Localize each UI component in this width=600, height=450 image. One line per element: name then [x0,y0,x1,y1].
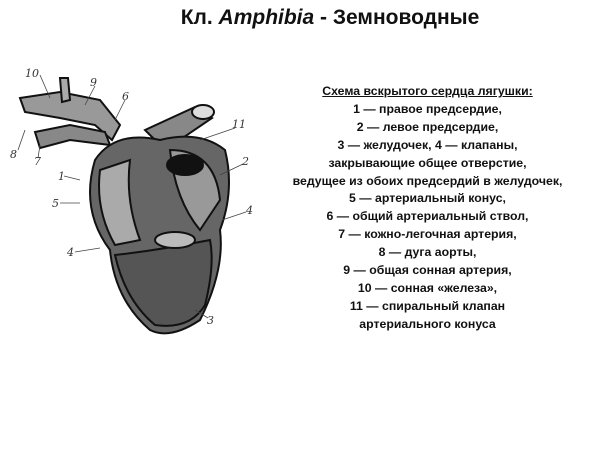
slide-title [150,6,510,30]
legend-line: 8 — дуга аорты, [378,245,477,260]
figure-label-11: 11 [232,118,246,131]
legend-line: 1 — правое предсердие, [353,101,502,116]
spiral-valve-cavity [167,155,203,175]
figure-label-4-left: 4 [67,246,74,259]
legend-line: 2 — левое предсердие, [356,119,499,134]
diagram-legend [255,83,600,334]
figure-label-6: 6 [122,90,129,103]
figure-label-5: 5 [52,197,59,210]
title-latin: Amphibia [218,6,315,29]
title-suffix: - Земноводные [314,6,480,29]
figure-label-3: 3 [207,314,214,327]
legend-line: ведущее из обоих предсердий в желудочек, [292,173,563,188]
legend-line: 3 — желудочек, 4 — клапаны, [337,137,518,152]
ventricle [115,240,212,326]
carotid-artery [60,78,70,102]
legend-line: 11 — спиральный клапан [349,298,506,313]
figure-label-7: 7 [34,155,41,168]
figure-label-10: 10 [25,67,39,80]
legend-line: 10 — сонная «железа», [357,280,498,295]
figure-label-1: 1 [58,170,65,183]
figure-label-2: 2 [242,155,249,168]
legend-line: 9 — общая сонная артерия, [343,263,512,278]
figure-label-8: 8 [10,148,17,161]
legend-line: 5 — артериальный конус, [349,191,506,206]
frog-heart-diagram [0,55,270,345]
figure-label-9: 9 [90,76,97,89]
title-prefix: Кл. [180,6,219,29]
legend-line: артериального конуса [359,316,496,331]
legend-caption: Схема вскрытого сердца лягушки: [322,84,533,98]
valves [155,232,195,248]
legend-line: закрывающие общее отверстие, [328,155,527,170]
figure-label-4-right: 4 [246,204,253,217]
truncus-opening [192,105,214,119]
legend-line: 6 — общий артериальный ствол, [326,209,529,224]
legend-line: 7 — кожно-легочная артерия, [338,227,517,242]
